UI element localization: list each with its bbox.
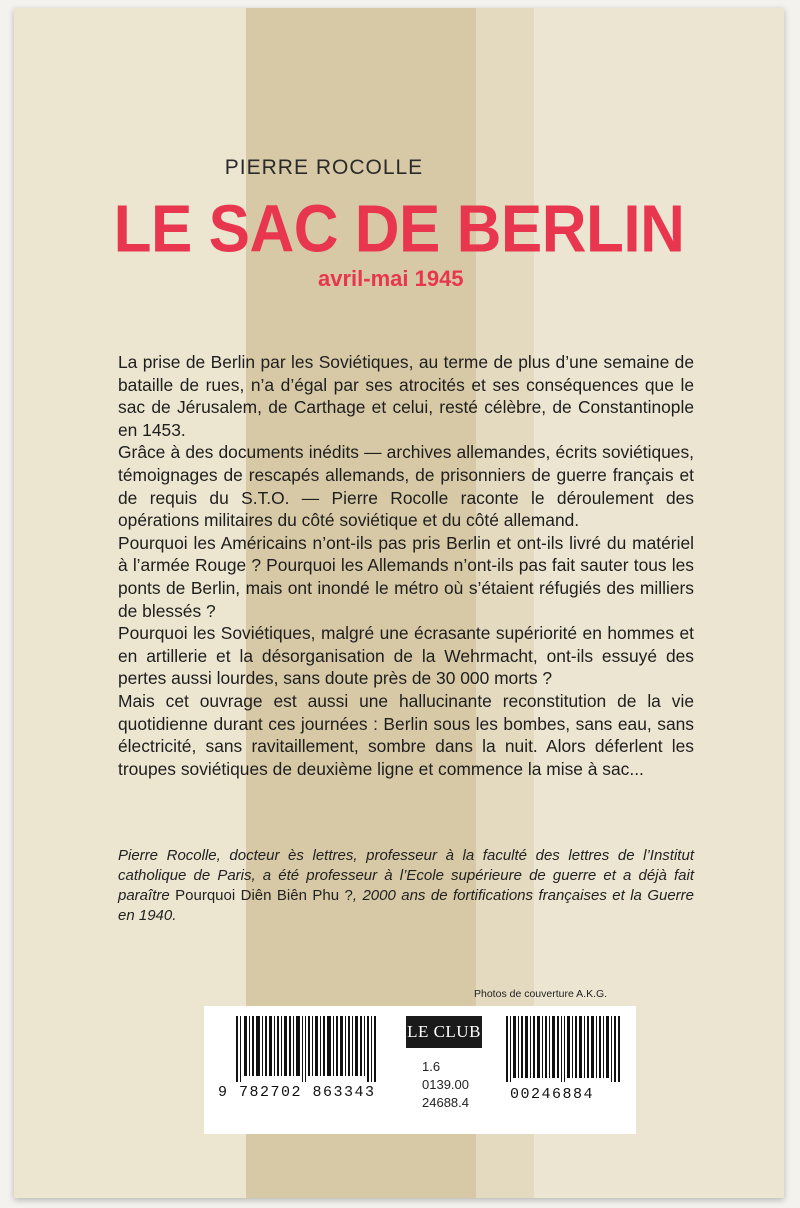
isbn-digits: 9 782702 863343 xyxy=(218,1084,376,1101)
code-line: 24688.4 xyxy=(422,1095,469,1110)
code-line: 0139.00 xyxy=(422,1077,469,1092)
isbn-barcode xyxy=(236,1016,376,1082)
book-back-cover xyxy=(14,8,784,1198)
photo-credits: Photos de couverture A.K.G. xyxy=(474,988,608,1000)
blurb-paragraph: Mais cet ouvrage est aussi une hallucinante reconstitution de la vie quotidienne durant ces journées : Berlin sous les bombes, sans eau, sans électricité, sans ravitaillement, sombre dans la nuit. Alors déferlent les troupes soviétiques de deuxième ligne et commence la mise à sac... xyxy=(118,690,694,779)
bio-part1: Pierre Rocolle, docteur ès lettres, professeur à la faculté des lettres de l’Institut catholique de Paris, a été professeur à l’Ecole supérieure de guerre et a déjà fait paraître xyxy=(118,847,694,904)
le-club-logo: LE CLUB xyxy=(406,1016,482,1048)
bio-book-title: Pourquoi Diên Biên Phu ? xyxy=(175,887,353,904)
book-title: LE SAC DE BERLIN xyxy=(113,192,685,267)
blurb-paragraph: Pourquoi les Américains n’ont-ils pas pris Berlin et ont-ils livré du matériel à l’armée Rouge ? Pourquoi les Allemands n’ont-ils pas fait sauter tous les ponts de Berlin, mais ont inondé le métro où s’étaient réfugiés des milliers de blessés ? xyxy=(118,532,694,621)
blurb-paragraph: Pourquoi les Soviétiques, malgré une écrasante supériorité en hommes et en artillerie et la désorganisation de la Wehrmacht, ont-ils essuyé des pertes aussi lourdes, sans doute près de 30 000 morts ? xyxy=(118,623,694,689)
price-codes xyxy=(422,1058,469,1112)
author-bio xyxy=(118,846,694,926)
blurb xyxy=(118,351,694,780)
book-subtitle: avril-mai 1945 xyxy=(318,266,464,291)
blurb-paragraph: Grâce à des documents inédits — archives allemandes, écrits soviétiques, témoignages de rescapés allemands, de prisonniers de guerre français et de requis du S.T.O. — Pierre Rocolle raconte le déroulement des opérations militaires du côté soviétique et du côté allemand. xyxy=(118,442,694,531)
secondary-barcode xyxy=(506,1016,620,1082)
author-name: PIERRE ROCOLLE xyxy=(224,156,424,179)
barcode-panel xyxy=(204,1006,636,1134)
code-line: 1.6 xyxy=(422,1059,441,1074)
blurb-paragraph: La prise de Berlin par les Soviétiques, au terme de plus d’une semaine de bataille de rues, n’a d’égal par ses atrocités et ses conséquences que le sac de Jérusalem, de Carthage et celui, resté célèbre, de Constantinople en 1453. xyxy=(118,352,694,440)
bio-part2: , 2000 ans de fortifications françaises et la Guerre en 1940. xyxy=(118,887,694,924)
secondary-barcode-digits: 00246884 xyxy=(510,1086,595,1103)
